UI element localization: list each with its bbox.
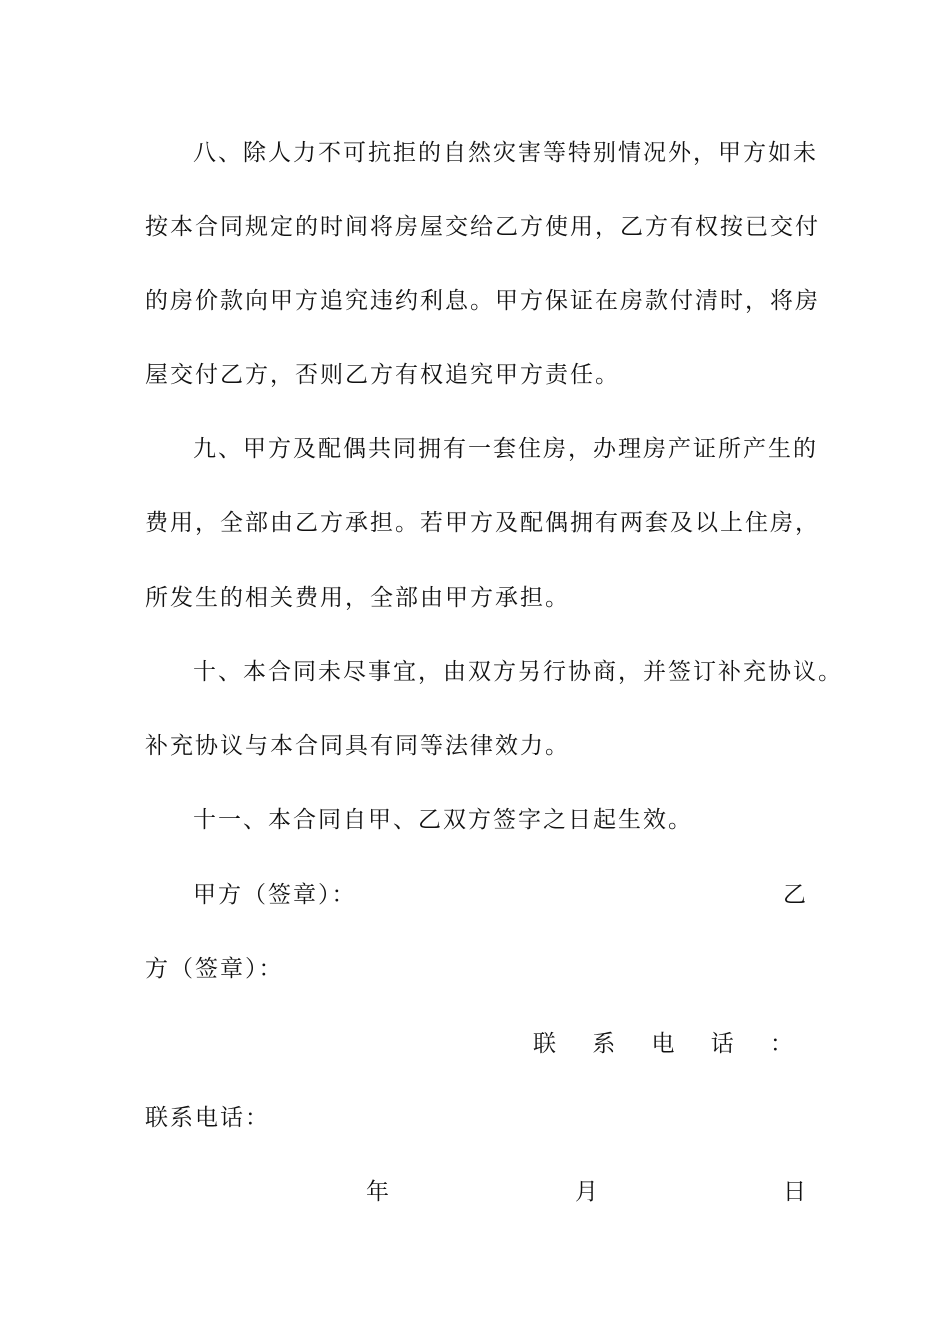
clause-8-line-2: 按本合同规定的时间将房屋交给乙方使用，乙方有权按已交付 <box>145 214 820 240</box>
party-b-signature-label-start: 乙 <box>783 882 808 908</box>
phone-char: 话 <box>710 1031 736 1057</box>
phone-char: ： <box>770 1031 795 1057</box>
clause-9-line-3: 所发生的相关费用，全部由甲方承担。 <box>145 585 570 611</box>
party-b-signature-label-rest: 方（签章）： <box>145 956 284 982</box>
phone-char: 联 <box>533 1031 558 1057</box>
phone-char: 电 <box>651 1031 677 1057</box>
date-month: 月 <box>575 1179 600 1205</box>
party-b-phone-label: 联系电话： <box>145 1105 270 1131</box>
clause-8-line-3: 的房价款向甲方追究违约利息。甲方保证在房款付清时，将房 <box>145 288 820 314</box>
date-day: 日 <box>783 1179 808 1205</box>
clause-10-line-1: 十、本合同未尽事宜，由双方另行协商，并签订补充协议。 <box>193 659 843 685</box>
party-a-signature-label: 甲方（签章）： <box>193 882 357 908</box>
party-a-phone-label <box>533 1029 795 1059</box>
clause-8-line-1: 八、除人力不可抗拒的自然灾害等特别情况外，甲方如未 <box>193 140 818 166</box>
phone-char: 系 <box>592 1031 618 1057</box>
clause-9-line-1: 九、甲方及配偶共同拥有一套住房，办理房产证所产生的 <box>193 436 818 462</box>
clause-10-line-2: 补充协议与本合同具有同等法律效力。 <box>145 733 570 759</box>
clause-9-line-2: 费用，全部由乙方承担。若甲方及配偶拥有两套及以上住房， <box>145 510 820 536</box>
clause-11-line-1: 十一、本合同自甲、乙双方签字之日起生效。 <box>193 807 693 833</box>
date-year: 年 <box>366 1179 391 1205</box>
clause-8-line-4: 屋交付乙方，否则乙方有权追究甲方责任。 <box>145 362 620 388</box>
